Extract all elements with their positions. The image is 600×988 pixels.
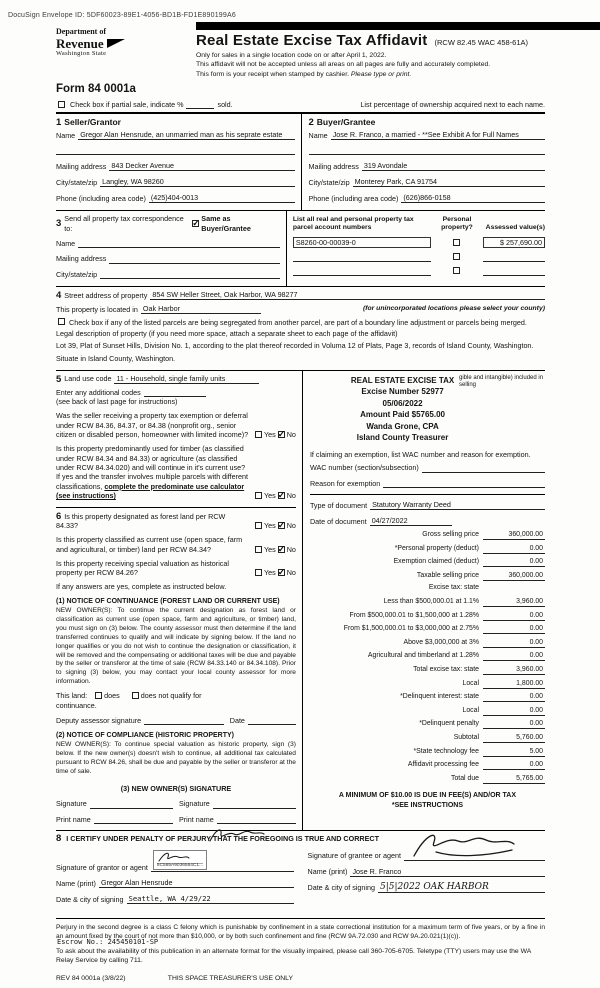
type-of-document-value[interactable]: Statutory Warranty Deed: [370, 500, 545, 510]
deputy-date-label: Date: [229, 715, 245, 725]
tax-row-value[interactable]: 0.00: [483, 624, 545, 634]
grantor-print-name-label: Name (print): [56, 878, 96, 888]
predominate-use-calculator-link[interactable]: complete the predominate use calculator (see instructions): [56, 481, 245, 501]
tax-row-label: Total due: [451, 774, 479, 782]
reason-for-exemption-label: Reason for exemption: [309, 478, 381, 488]
tax-row-label: Local: [462, 679, 479, 687]
parcel-number-field[interactable]: [293, 252, 431, 262]
parcel-number-field[interactable]: [293, 266, 431, 276]
grantee-name-value[interactable]: Jose R. Franco, a married - **See Exhibit A for Full Names: [331, 130, 545, 140]
additional-codes-field[interactable]: [144, 388, 206, 397]
question-timber: [56, 444, 296, 500]
tax-row-value[interactable]: 0.00: [483, 611, 545, 621]
tax-row: [310, 571, 545, 581]
question-current-use: [56, 535, 296, 554]
questions-column: [56, 371, 303, 830]
tax-row: [310, 597, 545, 607]
tax-row: [310, 665, 545, 675]
correspondence-label: Send all property tax correspondence to:: [64, 214, 184, 233]
timber-no-checkbox[interactable]: [278, 492, 285, 499]
tax-row-label: Local: [462, 706, 479, 714]
grantor-mailing-value[interactable]: 843 Decker Avenue: [109, 161, 294, 171]
grantor-signature-scribble: [157, 851, 191, 863]
tax-row: [310, 706, 545, 716]
section-4-number: 4: [56, 290, 62, 302]
parcel-row: [293, 252, 545, 262]
form-title: Real Estate Excise Tax Affidavit: [196, 32, 428, 49]
land-use-value[interactable]: 11 - Household, single family units: [114, 374, 259, 384]
minimum-due-note: [310, 791, 545, 812]
notice-1-body: NEW OWNER(S): To continue the current designation as forest land or classification as current use (open space, farm and agriculture, or timber) land, you must sign on (3) below. The county assessor must then determine if the land transferred continues to qualify and will indicate by signing below. If the land no longer qualifies or you do not wish to continue the designation or classification, it will be removed and the compensating or additional taxes will be due and payable by the seller or transferor at the time of sale (RCW 84.33.140 or 84.34.108). Prior to signing (3) below, you may contact your local county assessor for more information.: [56, 607, 296, 686]
street-address-label: Street address of property: [64, 290, 148, 300]
partial-sold-label: sold.: [217, 99, 233, 109]
tax-row-value[interactable]: 0.00: [483, 544, 545, 554]
grantee-date-city-value[interactable]: 5|5|2022 OAK HARBOR: [378, 883, 545, 893]
logo-state-text: Washington State: [56, 50, 107, 58]
tax-row: [310, 733, 545, 743]
property-section: [56, 286, 545, 369]
tax-row-label: Excise tax: state: [428, 584, 479, 592]
question-exemption-text: Was the seller receiving a property tax exemption or deferral under RCW 84.36, 84.37, or 84.38 (nonprofit org., senior citizen or disabled person, homeowner with limited income)?: [56, 411, 249, 439]
buyer-grantee-section: [301, 114, 546, 210]
new-owner-signature-row: [56, 799, 296, 808]
new-owner-print-row: [56, 815, 296, 824]
additional-codes-label: Enter any additional codes: [56, 387, 141, 397]
new-owner-print-field-2[interactable]: [217, 815, 296, 824]
tax-row: [310, 760, 545, 770]
deputy-assessor-row: [56, 716, 296, 725]
treasurer-blank-space: [335, 975, 545, 984]
tax-row: [310, 692, 545, 702]
grantee-csz-label: City/state/zip: [308, 177, 350, 187]
grantee-name-extra-line[interactable]: [309, 146, 546, 155]
tax-row-label: From $500,000.01 to $1,500,000 at 1.28%: [349, 611, 479, 619]
print-name-label: Print name: [56, 814, 91, 824]
logo-wedge-icon: [107, 39, 125, 48]
correspondence-name-field[interactable]: [78, 239, 280, 248]
grantee-date-city-label: Date & city of signing: [307, 883, 376, 893]
does-qualify-checkbox[interactable]: [95, 692, 102, 699]
grantee-phone-label: Phone (including area code): [308, 193, 399, 203]
tax-row-label: *Delinquent penalty: [419, 720, 479, 728]
tax-row-value[interactable]: 0.00: [483, 706, 545, 716]
tax-row-value[interactable]: 5,760.00: [483, 733, 545, 743]
assessed-value[interactable]: $ 257,690.00: [483, 237, 545, 248]
tax-row-label: Subtotal: [453, 733, 479, 741]
new-owner-signature-field-2[interactable]: [213, 800, 296, 809]
timber-yes-checkbox[interactable]: [255, 492, 262, 499]
no-label: No: [286, 430, 296, 439]
tax-row: [310, 624, 545, 634]
current-use-no-checkbox[interactable]: [278, 546, 285, 553]
partial-sale-row: [56, 100, 545, 109]
tax-row-value[interactable]: 0.00: [483, 638, 545, 648]
does-not-qualify-checkbox[interactable]: [132, 692, 139, 699]
footer-row: [56, 975, 545, 984]
parcel-col-header: List all real and personal property tax parcel account numbers: [292, 216, 414, 232]
grantee-signature-label: Signature of grantee or agent: [307, 851, 402, 861]
tax-row-label: Taxable selling price: [416, 571, 479, 579]
tax-row-value[interactable]: 1,800.00: [483, 679, 545, 689]
exemption-yes-checkbox[interactable]: [255, 431, 262, 438]
escrow-number: Escrow No.: 245450101-SP: [57, 938, 159, 946]
tax-row-label: Affidavit processing fee: [407, 761, 479, 769]
logo-dept-text: Department of: [56, 27, 106, 36]
segregated-checkbox[interactable]: [58, 318, 65, 325]
tax-row-value[interactable]: 0.00: [483, 651, 545, 661]
grantee-mailing-value[interactable]: 319 Avondale: [362, 161, 545, 171]
see-instructions-text: *SEE INSTRUCTIONS: [391, 802, 464, 810]
grantor-phone-label: Phone (including area code): [56, 193, 146, 203]
docusign-signature-id: 5C565A9036564C1...: [156, 863, 204, 869]
question-historic-text: Is this property receiving special valuation as historical property per RCW 84.26?: [56, 558, 229, 578]
section-3-number: 3: [56, 218, 62, 230]
section-6-instruction: If any answers are yes, complete as instructed below.: [56, 581, 227, 591]
same-as-buyer-label: Same as Buyer/Grantee: [201, 214, 251, 233]
tax-column: [303, 371, 545, 830]
grantee-print-name-value[interactable]: Jose R. Franco: [350, 867, 545, 877]
correspondence-parcels-section: [56, 210, 545, 286]
grantor-name-extra-line[interactable]: [56, 146, 295, 155]
tax-row-label: *Personal property (deduct): [394, 544, 479, 552]
stamp-amount-paid: Amount Paid $5765.00: [360, 410, 445, 420]
question-forest-land: [56, 512, 296, 531]
grantor-phone-value[interactable]: (425)404-0013: [149, 193, 295, 203]
grantee-signature-field[interactable]: [404, 852, 545, 861]
tax-row: [310, 584, 545, 593]
reet-affidavit-form: [56, 22, 545, 983]
header-note-1: Only for sales in a single location code on or after April 1, 2022.: [196, 51, 387, 59]
stamp-title: REAL ESTATE EXCISE TAX: [350, 375, 455, 385]
tax-row-label: Exemption claimed (deduct): [393, 558, 479, 566]
grantee-phone-value[interactable]: (626)866-0158: [401, 193, 545, 203]
correspondence-section: [56, 211, 286, 286]
grantor-date-city-label: Date & city of signing: [56, 894, 124, 904]
grantor-signature-row: [56, 851, 294, 872]
exemption-intro: If claiming an exemption, list WAC number and reason for exemption.: [309, 449, 531, 459]
tax-row-value[interactable]: 0.00: [483, 760, 545, 770]
header-note-3-italic: Please type or print.: [350, 71, 412, 79]
form-header: [56, 22, 545, 80]
forest-no-checkbox[interactable]: [278, 522, 285, 529]
tax-row-value[interactable]: 360,000.00: [483, 571, 545, 581]
certification-statement: I CERTIFY UNDER PENALTY OF PERJURY THAT THE FOREGOING IS TRUE AND CORRECT: [66, 833, 379, 843]
grantee-mailing-label: Mailing address: [308, 161, 359, 171]
rev-number: REV 84 0001a (3/8/22): [56, 974, 126, 982]
stamp-excise-number: Excise Number 52977: [361, 386, 444, 396]
new-owner-signature-field-1[interactable]: [90, 800, 173, 809]
partial-sale-checkbox[interactable]: [58, 101, 65, 108]
land-qualify-row: [56, 691, 296, 700]
question-historic: [56, 559, 296, 578]
legal-description-label: Legal description of property (if you need more space, attach a separate sheet to each page of the affidavit): [56, 329, 398, 339]
section-8-number: 8: [56, 833, 62, 845]
question-current-use-text: Is this property classified as current use (open space, farm and agricultural, or timber) land per RCW 84.34?: [56, 535, 243, 554]
parcel-table-header: [293, 216, 545, 232]
reason-for-exemption-field[interactable]: [383, 479, 545, 488]
tax-row-label: Above $3,000,000 at 3%: [403, 638, 479, 646]
grantor-csz-value[interactable]: Langley, WA 98260: [100, 177, 294, 187]
tax-row: [310, 719, 545, 729]
type-of-document-label: Type of document: [309, 500, 368, 510]
grantor-signature-field[interactable]: [151, 851, 294, 872]
partial-sale-label: Check box if partial sale, indicate %: [70, 99, 184, 109]
located-in-value[interactable]: Oak Harbor: [141, 304, 261, 314]
stamp-treasurer-title: Island County Treasurer: [356, 433, 449, 443]
tax-row-label: *Delinquent interest: state: [400, 693, 479, 701]
tax-row-value[interactable]: 3,960.00: [483, 597, 545, 607]
ownership-percentage-note: List percentage of ownership acquired next to each name.: [360, 99, 545, 109]
correspondence-name-label: Name: [56, 239, 76, 249]
signature-label: Signature: [178, 799, 210, 809]
grantor-mailing-label: Mailing address: [56, 161, 107, 171]
yes-label: Yes: [264, 544, 276, 554]
new-owner-print-field-1[interactable]: [94, 815, 173, 824]
partial-percent-field[interactable]: [186, 100, 214, 109]
grantor-signature-block: [56, 851, 294, 904]
personal-property-checkbox-1[interactable]: [453, 239, 460, 246]
tax-row: [310, 557, 545, 567]
tax-row-label: *State technology fee: [413, 747, 479, 755]
question-forest-text: Is this property designated as forest land per RCW 84.33?: [56, 511, 226, 530]
correspondence-csz-label: City/state/zip: [56, 269, 98, 279]
document-info: [310, 494, 545, 526]
legal-description-text: Lot 39, Plat of Sunset Hills, Division No. 1, according to the plat thereof recorded in Voluma 12 of Plats, Page 3, records of Island County, Washington.: [56, 340, 534, 350]
assessed-value-field[interactable]: [483, 266, 545, 276]
correspondence-mailing-field[interactable]: [109, 255, 279, 264]
section-1-number: 1: [56, 117, 62, 129]
grantor-print-name-value[interactable]: Gregor Alan Hensrude: [99, 878, 294, 888]
tax-row-value[interactable]: 360,000.00: [483, 530, 545, 540]
tax-row-value[interactable]: 5,765.00: [483, 774, 545, 784]
question-timber-text: Is this property predominantly used for timber (as classified under RCW 84.34 and 84.33) or agriculture (as classified under RCW 84.34.020) and will continue in it's current use? If yes and the transfer involves multiple parcels with different classifications,: [56, 444, 249, 491]
parcel-row: [293, 237, 545, 248]
tax-row: [310, 747, 545, 757]
notice-2-body: NEW OWNER(S): To continue special valuation as historic property, sign (3) below. If the new owner(s) doesn't wish to continue, all additional tax calculated pursuant to RCW 84.26, shall be due and payable by the seller or transferor at the time of sale.: [56, 741, 296, 775]
tax-row-value[interactable]: 5.00: [483, 747, 545, 757]
assessed-value-field[interactable]: [483, 252, 545, 262]
no-label: No: [286, 568, 296, 578]
seller-grantor-title: Seller/Grantor: [64, 117, 121, 128]
does-not-label: does not qualify for: [140, 691, 202, 701]
continuance-label: continuance.: [56, 700, 97, 710]
signature-label: Signature: [56, 799, 87, 809]
accessibility-notice: To ask about the availability of this publication in an alternate format for the visually impaired, please call 360-705-6705. Teletype (TTY) users may use the WA Relay Service by calling 711.: [56, 947, 531, 965]
land-use-label: Land use code: [64, 374, 112, 384]
grantee-name-label: Name: [308, 130, 328, 140]
parties-section: [56, 112, 545, 210]
sections-5-6: [56, 370, 545, 830]
header-note-3: [196, 71, 545, 80]
docusign-envelope-id: DocuSign Envelope ID: 5DF60023-89E1-4056-BD1B-FD1E890199A6: [8, 12, 236, 19]
historic-no-checkbox[interactable]: [278, 569, 285, 576]
tax-row: [310, 774, 545, 784]
date-of-document-value[interactable]: 04/27/2022: [370, 516, 452, 526]
does-label: does: [104, 691, 120, 701]
segregated-label: Check box if any of the listed parcels are being segregated from another parcel, are part of a boundary line adjustment or parcels being merged.: [69, 318, 527, 328]
located-in-label: This property is located in: [56, 304, 138, 314]
perjury-notice: Perjury in the second degree is a class C felony which is punishable by confinement in a state correctional institution for a maximum term of five years, or by a fine in an amount fixed by the court of not more than $10,000, or by both such confinement and fine (RCW 9A.72.030 and RCW 9A.20.021(1)(c)).: [56, 918, 545, 941]
deputy-assessor-label: Deputy assessor signature: [56, 715, 142, 725]
obscured-form-text: gible and intangible) included in selling: [458, 374, 544, 389]
wac-number-field[interactable]: [422, 464, 545, 473]
same-as-buyer-checkbox[interactable]: [192, 220, 199, 227]
deputy-assessor-signature-field[interactable]: [144, 716, 224, 725]
yes-label: Yes: [264, 568, 276, 578]
grantee-signature-scribble: [408, 828, 518, 862]
additional-codes-note: (see back of last page for instructions): [56, 396, 178, 406]
parcel-number-value[interactable]: S8260-00-00039-0: [293, 237, 431, 248]
personal-property-checkbox-2[interactable]: [453, 253, 460, 260]
stamp-treasurer-name: Wanda Grone, CPA: [366, 421, 439, 431]
tax-row-label: Agricultural and timberland at 1.28%: [367, 652, 479, 660]
treasurer-space-label: THIS SPACE TREASURER'S USE ONLY: [167, 974, 293, 982]
rcw-citation: (RCW 82.45 WAC 458-61A): [434, 38, 529, 47]
tax-row-label: Less than $500,000.01 at 1.1%: [383, 598, 479, 605]
excise-tax-table: [310, 530, 545, 784]
yes-label: Yes: [264, 430, 276, 439]
header-black-bar: [196, 22, 600, 30]
seller-grantor-section: [56, 114, 301, 210]
logo-revenue-text: Revenue: [56, 36, 104, 52]
form-number: Form 84 0001a: [56, 82, 136, 95]
situate-text: Situate in Island County, Washington.: [56, 354, 176, 364]
wac-number-label: WAC number (section/subsection): [309, 463, 419, 473]
historic-yes-checkbox[interactable]: [255, 569, 262, 576]
tax-row-value[interactable]: 0.00: [483, 719, 545, 729]
correspondence-csz-field[interactable]: [100, 270, 280, 279]
notice-1-title: (1) NOTICE OF CONTINUANCE (FOREST LAND OR CURRENT USE): [56, 598, 280, 606]
no-label: No: [286, 520, 296, 530]
grantor-signature-label: Signature of grantor or agent: [56, 862, 148, 872]
grantee-print-name-label: Name (print): [307, 867, 348, 877]
docusign-signature-box: [153, 850, 207, 870]
signature-scribble-overlay: [206, 825, 268, 845]
tax-row: [310, 651, 545, 661]
tax-row: [310, 530, 545, 540]
grantee-signature-block: [308, 851, 546, 904]
section-6-number: 6: [56, 510, 62, 522]
tax-row-value[interactable]: 0.00: [483, 557, 545, 567]
grantee-signature-row: [308, 851, 546, 860]
no-label: No: [286, 544, 296, 554]
forest-yes-checkbox[interactable]: [255, 522, 262, 529]
no-label: No: [286, 491, 296, 501]
tax-row-label: From $1,500,000.01 to $3,000,000 at 2.75%: [343, 625, 479, 633]
personal-property-checkbox-3[interactable]: [453, 267, 460, 274]
minimum-due-text: A MINIMUM OF $10.00 IS DUE IN FEE(S) AND/OR TAX: [338, 791, 516, 799]
section-5-number: 5: [56, 373, 62, 385]
date-of-document-label: Date of document: [309, 516, 367, 526]
print-name-label: Print name: [178, 814, 214, 824]
current-use-yes-checkbox[interactable]: [255, 546, 262, 553]
grantor-csz-label: City/state/zip: [56, 177, 98, 187]
deputy-date-field[interactable]: [248, 716, 296, 725]
section-2-number: 2: [308, 117, 314, 129]
tax-row-value[interactable]: 3,960.00: [483, 665, 545, 675]
this-land-label: This land:: [56, 691, 88, 701]
question-exemption: [56, 411, 296, 439]
exemption-no-checkbox[interactable]: [278, 431, 285, 438]
certification-section: [56, 830, 545, 912]
notice-2-title: (2) NOTICE OF COMPLIANCE (HISTORIC PROPERTY): [56, 732, 234, 740]
dor-logo: [56, 22, 188, 80]
title-block: [196, 22, 545, 80]
parcel-row: [293, 266, 545, 276]
parcel-table: [286, 211, 545, 286]
tax-row-label: Gross selling price: [422, 531, 479, 539]
header-note-2: This affidavit will not be accepted unless all areas on all pages are fully and accurately completed.: [196, 61, 491, 69]
tax-row-value: [483, 584, 545, 593]
tax-row-value[interactable]: 0.00: [483, 692, 545, 702]
grantee-csz-value[interactable]: Monterey Park, CA 91754: [353, 177, 545, 187]
tax-row: [310, 544, 545, 554]
section-6: [56, 507, 296, 824]
grantor-name-value[interactable]: Gregor Alan Hensrude, an unmarried man as his seprate estate: [78, 130, 294, 140]
grantor-date-city-value[interactable]: Seattle, WA 4/29/22: [127, 894, 294, 904]
tax-row-label: Total excise tax: state: [413, 665, 479, 673]
yes-label: Yes: [264, 491, 276, 501]
tax-row: [310, 611, 545, 621]
assessed-value-col-header: Assessed value(s): [485, 224, 545, 232]
grantor-name-label: Name: [56, 130, 76, 140]
personal-property-col-header: Personal property?: [441, 216, 473, 232]
buyer-grantee-title: Buyer/Grantee: [316, 117, 376, 128]
unincorporated-note: (for unincorporated locations please select your county): [362, 305, 545, 313]
header-note-3-text: This form is your receipt when stamped by cashier.: [196, 71, 349, 79]
correspondence-mailing-label: Mailing address: [56, 254, 107, 264]
notice-3-title: (3) NEW OWNER(S) SIGNATURE: [120, 783, 232, 793]
tax-row: [310, 679, 545, 689]
yes-label: Yes: [264, 520, 276, 530]
tax-row: [310, 638, 545, 648]
stamp-date: 05/06/2022: [382, 398, 423, 408]
street-address-value[interactable]: 854 SW Heller Street, Oak Harbor, WA 98277: [150, 290, 545, 300]
